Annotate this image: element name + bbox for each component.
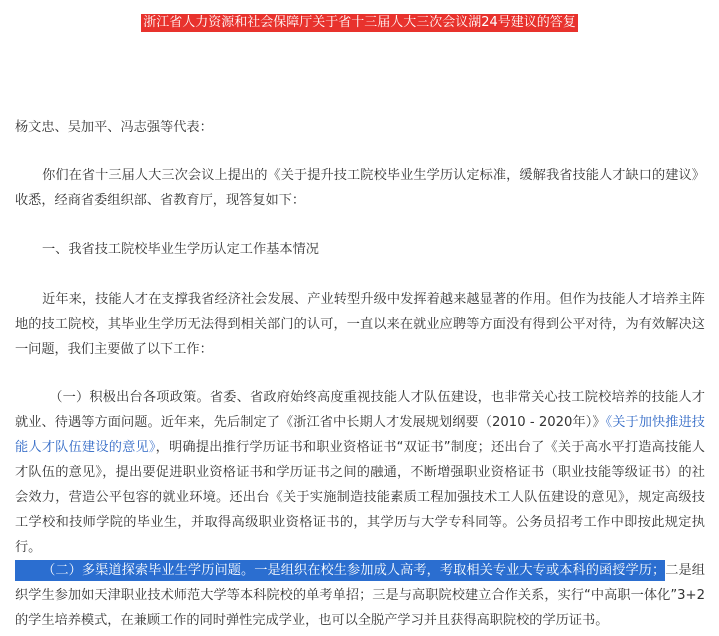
item-1-text-part2: ，明确提出推行学历证书和职业资格证书“双证书”制度；还出台了《关于高水平打造高技能人才队伍的意见》，提出要促进职业资格证书和学历证书之间的融通，不断增强职业资格证书（职业技能等级证书）的社会效力，营造公平包容的就业环境。还出台《关于实施制造技能素质工程加强技术工人队伍建设的意见》，规定高级技工学校和技师学院的毕业生，并取得高级职业资格证书的，其学历与大学专科同等。公务员招考工作中即按此规定执行。 xyxy=(15,440,705,555)
policy-link[interactable]: 《关于加快推进技能人才队伍建设的意见》 xyxy=(15,415,705,455)
item-2-rest-text: 二是组织学生参加如天津职业技术师范大学等本科院校的单考单招；三是与高职院校建立合作关系，实行“中高职一体化”3+2的学生培养模式，在兼顾工作的同时弹性完成学业，也可以全脱产学习并且获得高职院校的学历证书。 xyxy=(15,563,705,628)
section-heading-1 xyxy=(15,237,705,262)
selected-text-highlight[interactable] xyxy=(15,560,665,581)
document-title: 浙江省人力资源和社会保障厅关于省十三届人大三次会议湖24号建议的答复 xyxy=(143,15,576,30)
document-title-bar xyxy=(0,11,719,32)
background-paragraph xyxy=(15,287,705,362)
section-heading-1-text: 一、我省技工院校毕业生学历认定工作基本情况 xyxy=(42,242,319,257)
item-1-text-part1: （一）积极出台各项政策。省委、省政府始终高度重视技能人才队伍建设，也非常关心技工院校培养的技能人才就业、待遇等方面问题。近年来，先后制定了《浙江省中长期人才发展规划纲要（2010 - 2020年）》 xyxy=(15,390,705,430)
addressee-text: 杨文忠、吴加平、冯志强等代表： xyxy=(15,120,213,135)
intro-text: 你们在省十三届人大三次会议上提出的《关于提升技工院校毕业生学历认定标准，缓解我省技能人才缺口的建议》收悉，经商省委组织部、省教育厅，现答复如下： xyxy=(15,168,705,208)
intro-paragraph xyxy=(15,163,705,213)
item-2-highlight-text: （二）多渠道探索毕业生学历问题。一是组织在校生参加成人高考，考取相关专业大专或本科的函授学历； xyxy=(42,563,666,578)
item-1-paragraph xyxy=(15,385,705,560)
item-2-paragraph xyxy=(15,558,705,633)
background-text: 近年来，技能人才在支撑我省经济社会发展、产业转型升级中发挥着越来越显著的作用。但作为技能人才培养主阵地的技工院校，其毕业生学历无法得到相关部门的认可，一直以来在就业应聘等方面没有得到公平对待，为有效解决这一问题，我们主要做了以下工作： xyxy=(15,292,705,357)
addressee-line xyxy=(15,115,705,140)
